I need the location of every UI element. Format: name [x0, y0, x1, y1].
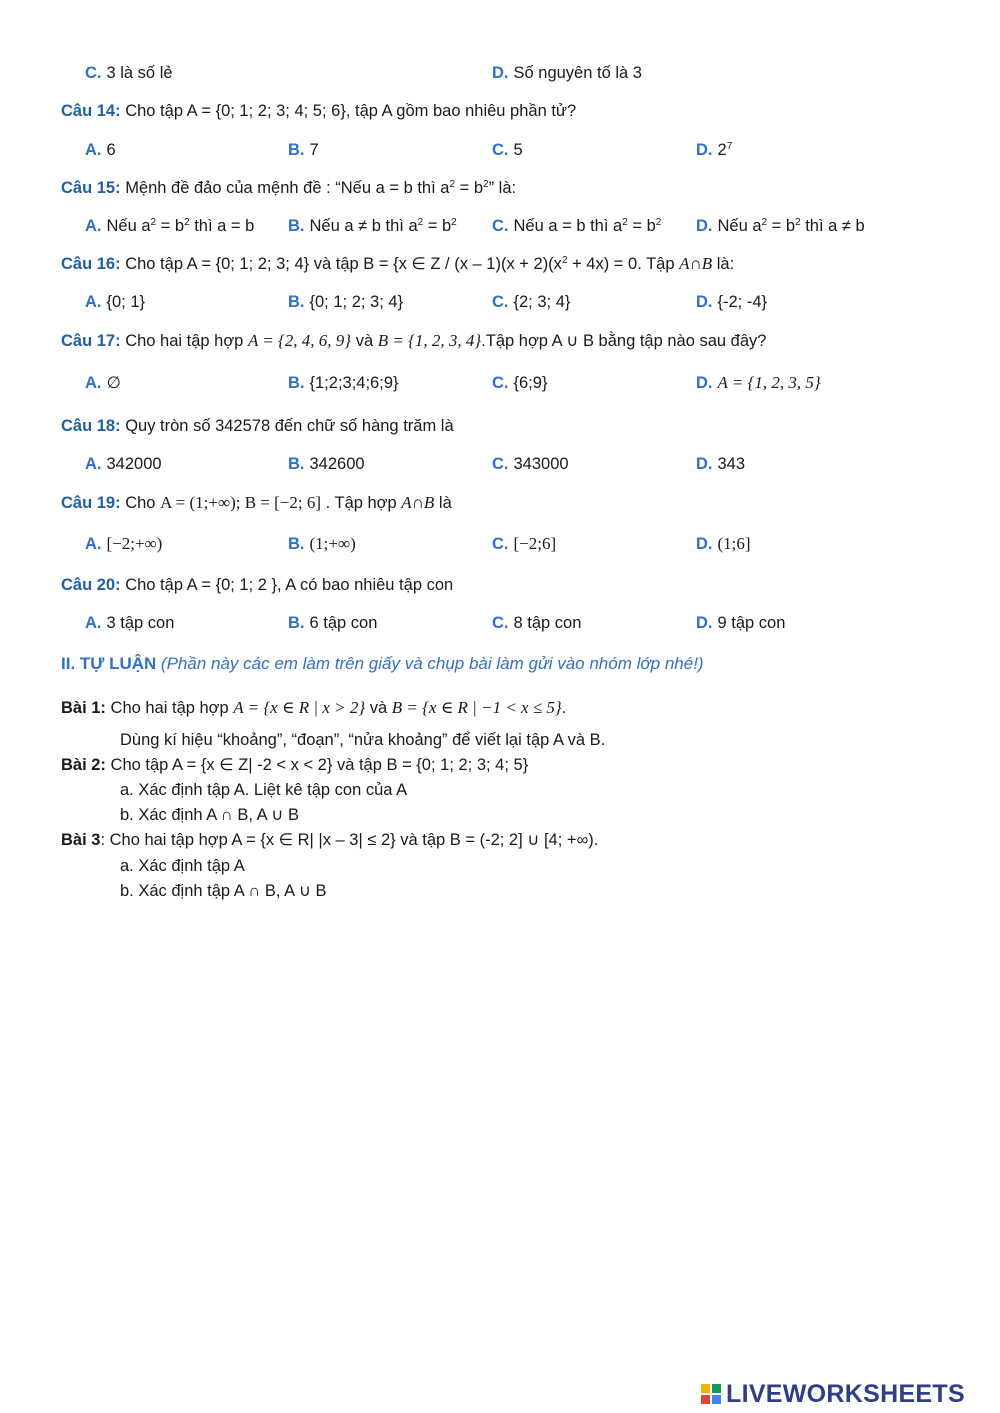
option-text: = b [156, 217, 185, 235]
exercise-2 [61, 754, 528, 776]
exponent: 2 [184, 217, 190, 228]
exercise-text: . [561, 699, 567, 717]
q19-option-c [492, 533, 556, 555]
exponent: 2 [451, 217, 457, 228]
option-text: Nếu a = b thì a [513, 217, 623, 235]
option-letter: D. [696, 535, 713, 553]
q18-option-a [85, 453, 162, 475]
exercise-1-instruction: Dùng kí hiệu “khoảng”, “đoạn”, “nửa khoảng” để viết lại tập A và B. [120, 731, 606, 749]
option-text: = b [767, 217, 796, 235]
logo-square [700, 1383, 711, 1394]
option-text: 3 tập con [106, 614, 175, 632]
option-text: 343000 [513, 455, 569, 473]
question-label: Câu 18: [61, 417, 121, 435]
exercise-text: Cho hai tập hợp [110, 699, 234, 717]
exercise-label: Bài 3 [61, 831, 101, 849]
math-expression: A = {2, 4, 6, 9} [247, 331, 352, 350]
option-text: {2; 3; 4} [513, 293, 571, 311]
option-text: {1;2;3;4;6;9} [309, 374, 399, 392]
math-expression: A = (1;+∞); B = [−2; 6] [160, 493, 322, 512]
option-letter: A. [85, 614, 102, 632]
option-text: 7 [309, 141, 319, 159]
option-text: Nếu a [717, 217, 762, 235]
exercise-label: Bài 1: [61, 699, 106, 717]
option-letter: A. [85, 374, 102, 392]
option-letter: A. [85, 217, 102, 235]
exercise-text: : Cho hai tập hợp A = {x ∈ R| |x – 3| ≤ 2} và tập B = (-2; 2] ∪ [4; +∞). [100, 831, 599, 849]
q20-option-d [696, 612, 785, 634]
q16-option-c [492, 291, 570, 313]
question-label: Câu 14: [61, 102, 121, 120]
question-text: Cho tập A = {0; 1; 2; 3; 4} và tập B = {x ∈ Z / (x – 1)(x + 2)(x [125, 255, 562, 273]
q20-option-b [288, 612, 377, 634]
option-letter: B. [288, 535, 305, 553]
q15-option-a [85, 215, 254, 237]
math-expression: [−2;6] [513, 534, 557, 553]
math-expression: A = {1, 2, 3, 5} [717, 373, 821, 392]
option-letter: A. [85, 141, 102, 159]
exercise-2-part-b: b. Xác định A ∩ B, A ∪ B [120, 806, 299, 824]
option-letter: B. [288, 217, 305, 235]
option-text: {0; 1} [106, 293, 146, 311]
exercise-3 [61, 829, 598, 851]
exercise-label: Bài 2: [61, 756, 106, 774]
option-letter: A. [85, 293, 102, 311]
logo-square [700, 1394, 711, 1405]
question-text: ” là: [488, 179, 517, 197]
question-text: Cho tập A = {0; 1; 2; 3; 4; 5; 6}, tập A gồm bao nhiêu phần tử? [125, 102, 577, 120]
q14-option-d [696, 139, 732, 161]
q17-option-c [492, 372, 547, 394]
option-text: 6 tập con [309, 614, 378, 632]
option-letter: A. [85, 535, 102, 553]
q16-option-a [85, 291, 145, 313]
math-expression: [−2;+∞) [106, 534, 163, 553]
math-expression: A = {x ∈ R | x > 2} [233, 698, 366, 717]
q16-option-b [288, 291, 403, 313]
question-text: Mệnh đề đảo của mệnh đề : “Nếu a = b thì a [125, 179, 450, 197]
question-text: và [351, 332, 378, 350]
option-text: Nếu a ≠ b thì a [309, 217, 418, 235]
exponent: 2 [417, 217, 424, 228]
question-text: là: [712, 255, 735, 273]
question-14 [61, 100, 576, 122]
exponent: 2 [561, 255, 568, 266]
q16-option-d [696, 291, 767, 313]
q18-option-c [492, 453, 569, 475]
option-letter: D. [696, 293, 713, 311]
logo-square [711, 1394, 722, 1405]
q20-option-a [85, 612, 174, 634]
exercise-2-part-a: a. Xác định tập A. Liệt kê tập con của A [120, 781, 408, 799]
question-text: là [434, 494, 452, 512]
question-text: . Tập hợp [321, 494, 402, 512]
q15-option-d [696, 215, 865, 237]
exercise-3-part-a: a. Xác định tập A [120, 857, 245, 875]
exponent: 2 [795, 217, 801, 228]
question-text: Cho hai tập hợp [125, 332, 248, 350]
question-19 [61, 492, 452, 514]
section-heading [61, 653, 704, 675]
q18-option-b [288, 453, 365, 475]
q19-option-d [696, 533, 751, 555]
exponent: 2 [150, 217, 157, 228]
option-text: = b [423, 217, 452, 235]
option-text: 8 tập con [513, 614, 582, 632]
option-letter: C. [492, 455, 509, 473]
q17-option-b [288, 372, 399, 394]
option-letter: D. [696, 455, 713, 473]
option-letter: B. [288, 293, 305, 311]
option-text: 342000 [106, 455, 162, 473]
math-expression: (1;6] [717, 534, 751, 553]
question-16 [61, 253, 734, 275]
option-text: thì a ≠ b [800, 217, 865, 235]
q14-option-c [492, 139, 523, 161]
question-text: Quy tròn số 342578 đến chữ số hàng trăm là [125, 417, 454, 435]
option-letter: C. [492, 535, 509, 553]
math-expression: A∩B [401, 493, 435, 512]
math-expression: B = {1, 2, 3, 4} [377, 331, 482, 350]
option-letter: D. [696, 374, 713, 392]
question-18 [61, 415, 454, 437]
exponent: 7 [726, 141, 733, 152]
option-text: 6 [106, 141, 116, 159]
logo-square [711, 1383, 722, 1394]
question-text: Cho [125, 494, 161, 512]
option-letter: C. [492, 293, 509, 311]
question-label: Câu 19: [61, 494, 121, 512]
option-text: 342600 [309, 455, 365, 473]
option-text: 5 [513, 141, 523, 159]
question-text: .Tập hợp A ∪ B bằng tập nào sau đây? [481, 332, 767, 350]
q14-option-a [85, 139, 116, 161]
q19-option-a [85, 533, 162, 555]
option-text: 343 [717, 455, 746, 473]
option-text: thì a = b [189, 217, 255, 235]
option-letter: C. [492, 614, 509, 632]
option-text: {-2; -4} [717, 293, 768, 311]
question-text: Cho tập A = {0; 1; 2 }, A có bao nhiêu tập con [125, 576, 454, 594]
option-letter: C. [492, 374, 509, 392]
question-text: + 4x) = 0. Tập [567, 255, 680, 273]
question-label: Câu 20: [61, 576, 121, 594]
q17-option-a [85, 372, 121, 394]
logo-icon [700, 1383, 722, 1405]
question-20 [61, 574, 453, 596]
section-title: II. TỰ LUẬN [61, 654, 157, 673]
option-letter: B. [288, 614, 305, 632]
q17-option-d [696, 372, 821, 394]
option-letter: B. [288, 374, 305, 392]
question-label: Câu 17: [61, 332, 121, 350]
exercise-text: Cho tập A = {x ∈ Z| -2 < x < 2} và tập B = {0; 1; 2; 3; 4; 5} [110, 756, 529, 774]
q15-option-b [288, 215, 457, 237]
question-17 [61, 330, 766, 352]
option-text: {6;9} [513, 374, 548, 392]
question-label: Câu 16: [61, 255, 121, 273]
option-text: 9 tập con [717, 614, 786, 632]
option-text: Số nguyên tố là 3 [513, 64, 642, 82]
option-letter: D. [696, 141, 713, 159]
option-letter: C. [85, 64, 102, 82]
question-text: = b [455, 179, 484, 197]
q13-option-d [492, 62, 642, 84]
option-letter: B. [288, 455, 305, 473]
option-letter: D. [492, 64, 509, 82]
math-expression: A∩B [679, 254, 713, 273]
math-expression: (1;+∞) [309, 534, 356, 553]
section-note: (Phần này các em làm trên giấy và chụp bài làm gửi vào nhóm lớp nhé!) [160, 654, 704, 673]
option-letter: C. [492, 217, 509, 235]
option-text: {0; 1; 2; 3; 4} [309, 293, 404, 311]
question-label: Câu 15: [61, 179, 121, 197]
option-text: 2 [717, 141, 727, 159]
exponent: 2 [622, 217, 628, 228]
exercise-text: và [365, 699, 392, 717]
option-letter: C. [492, 141, 509, 159]
option-letter: B. [288, 141, 305, 159]
option-text: = b [627, 217, 656, 235]
exponent: 2 [449, 179, 456, 190]
option-text: ∅ [106, 374, 121, 392]
question-15 [61, 177, 516, 199]
option-letter: A. [85, 455, 102, 473]
q15-option-c [492, 215, 661, 237]
exercise-3-part-b: b. Xác định tập A ∩ B, A ∪ B [120, 882, 327, 900]
exponent: 2 [761, 217, 768, 228]
option-text: 3 là số lẻ [106, 64, 173, 82]
q13-option-c [85, 62, 173, 84]
option-text: Nếu a [106, 217, 151, 235]
option-letter: D. [696, 614, 713, 632]
exponent: 2 [655, 217, 662, 228]
math-expression: B = {x ∈ R | −1 < x ≤ 5} [391, 698, 562, 717]
q20-option-c [492, 612, 581, 634]
liveworksheets-logo[interactable] [700, 1378, 965, 1410]
q14-option-b [288, 139, 319, 161]
exponent: 2 [483, 179, 489, 190]
option-letter: D. [696, 217, 713, 235]
exercise-1 [61, 697, 566, 719]
logo-text: LIVEWORKSHEETS [726, 1379, 965, 1408]
q19-option-b [288, 533, 356, 555]
q18-option-d [696, 453, 745, 475]
